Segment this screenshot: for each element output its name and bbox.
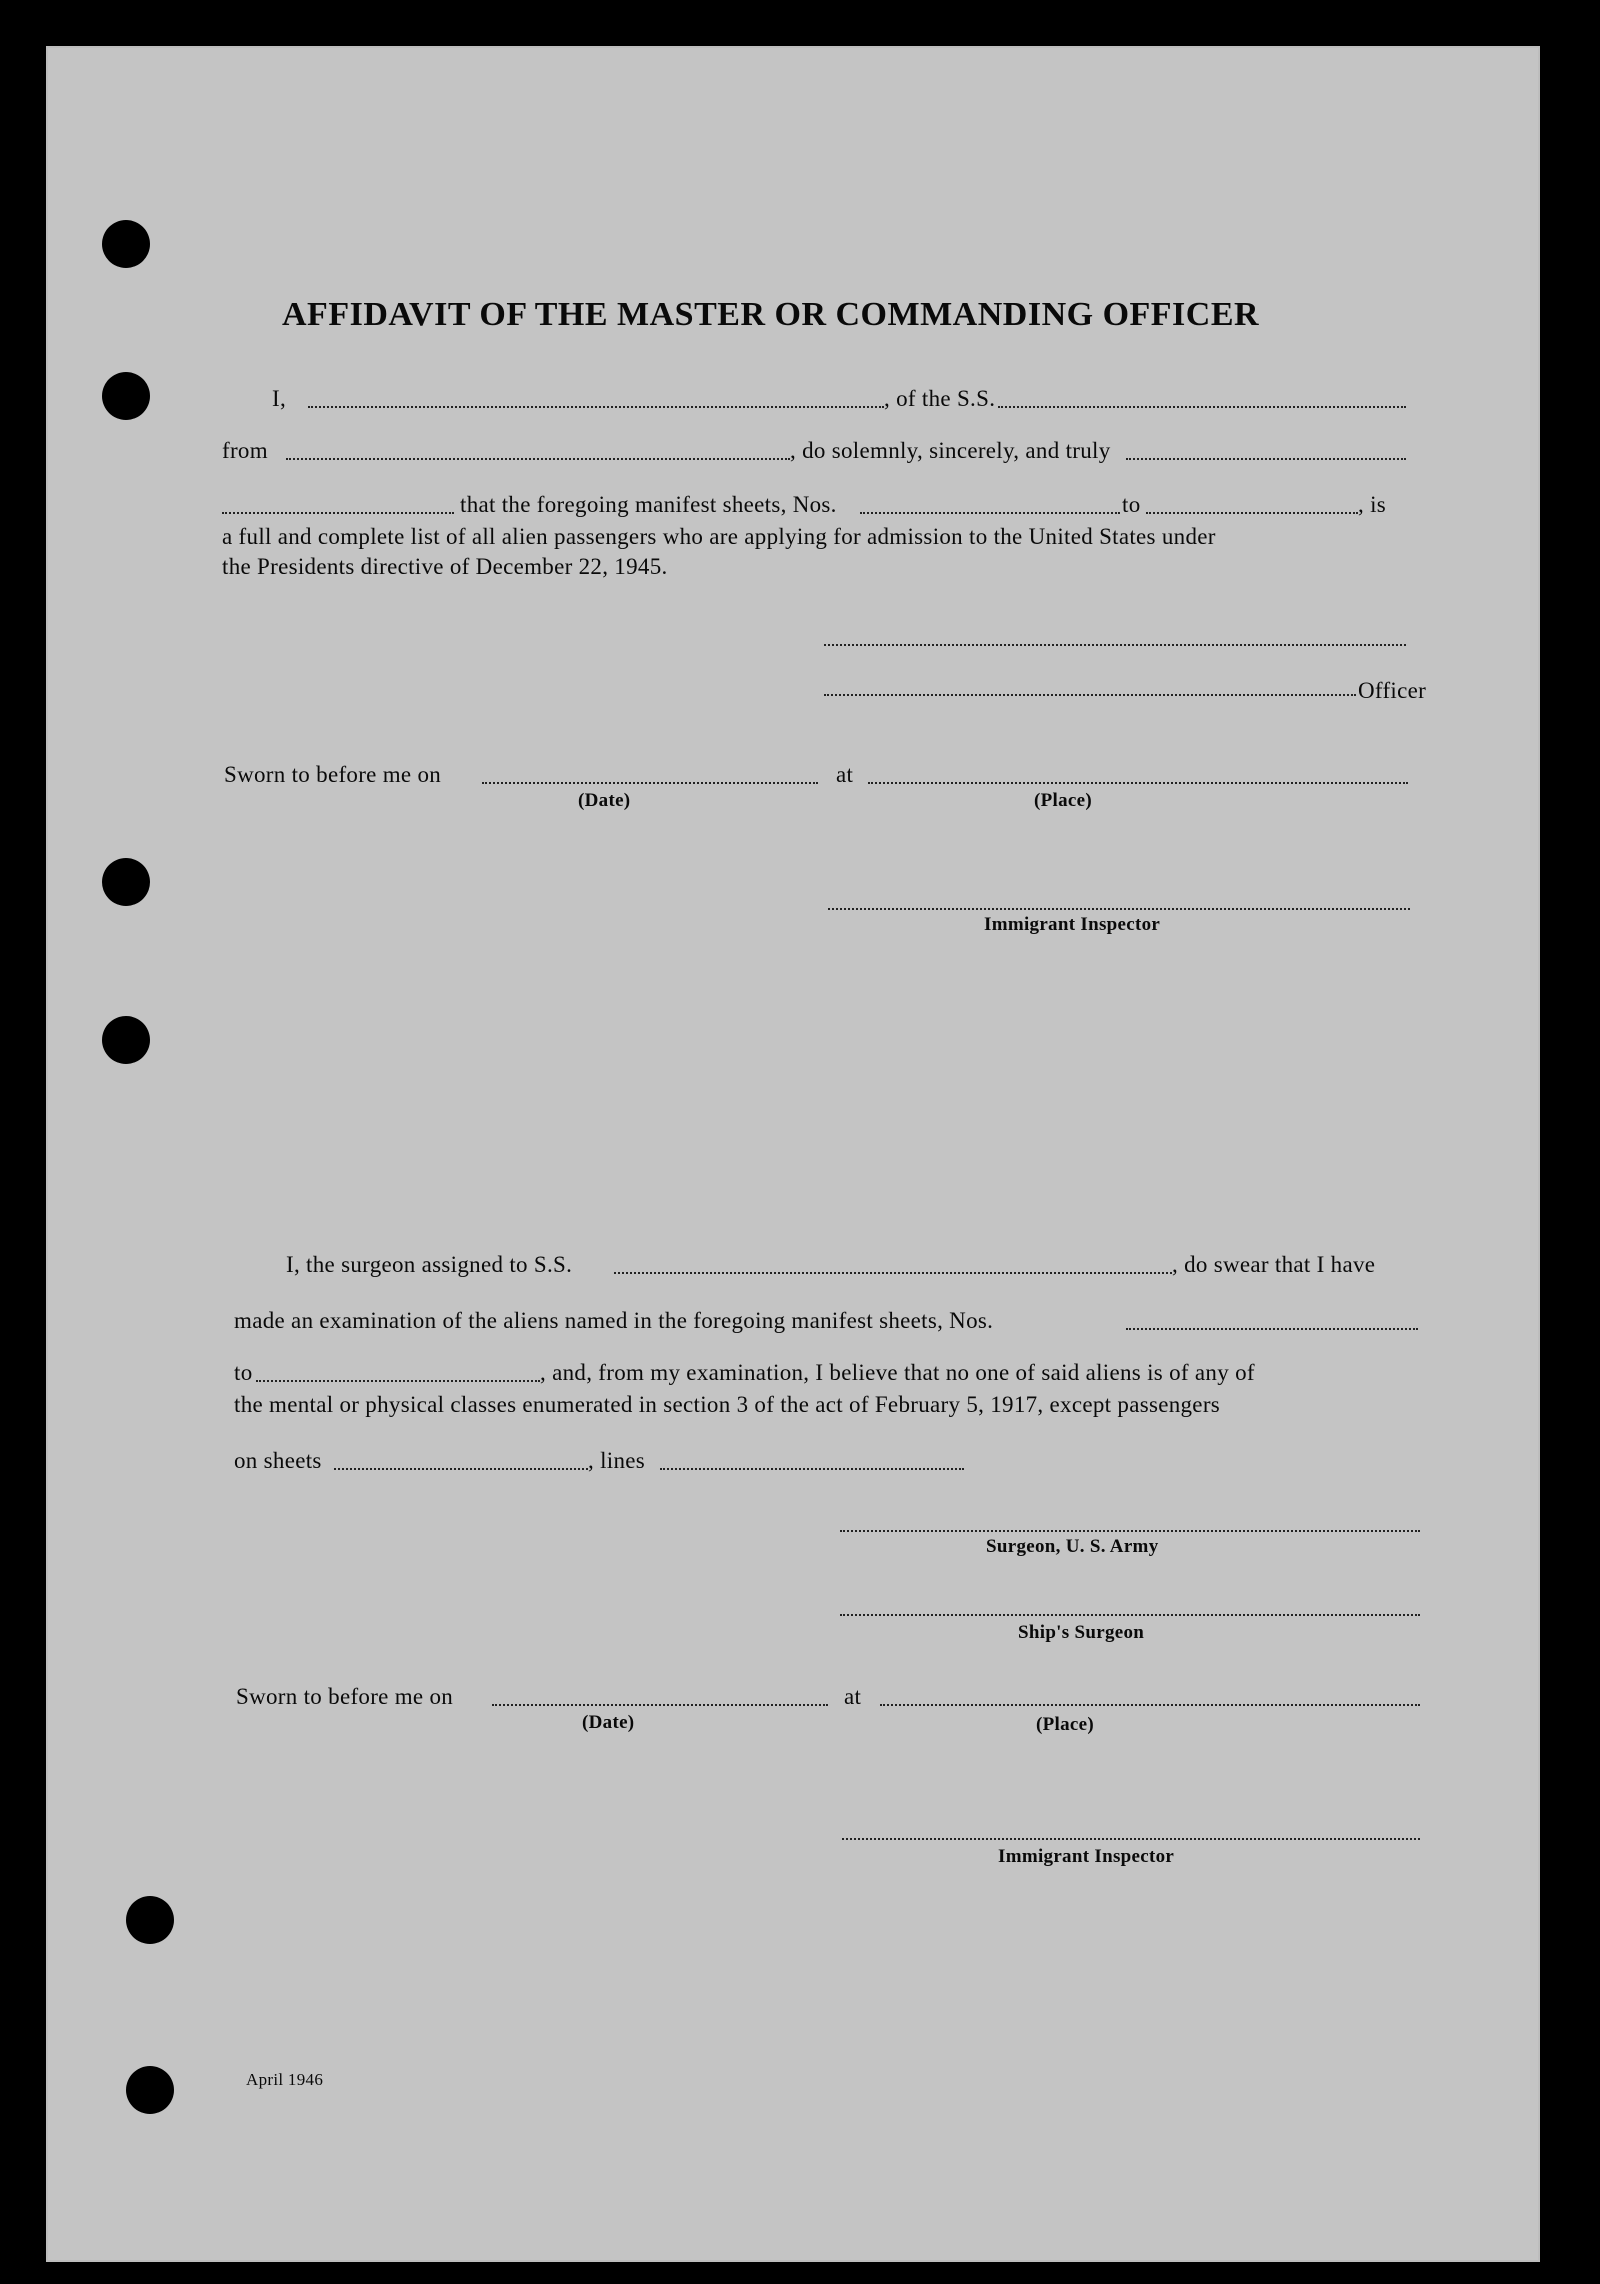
officer-signature-line[interactable] (824, 694, 1356, 696)
sworn-label-1: Sworn to before me on (224, 762, 442, 787)
punch-hole-4 (102, 1016, 150, 1064)
surgeon-line2: made an examination of the aliens named in the foregoing manifest sheets, Nos. (234, 1308, 994, 1333)
affidavit-line3-end: , is (1358, 492, 1387, 517)
inspector-label-1: Immigrant Inspector (984, 914, 1161, 935)
affidavit-line2-mid: , do solemnly, sincerely, and truly (790, 438, 1111, 463)
sworn-at-2: at (844, 1684, 862, 1709)
surgeon-ship-field[interactable] (614, 1272, 1172, 1274)
punch-hole-2 (102, 372, 150, 420)
sworn-place-field-1[interactable] (868, 782, 1408, 784)
ship-surgeon-signature-line[interactable] (840, 1614, 1420, 1616)
ship-surgeon-label: Ship's Surgeon (1018, 1622, 1145, 1643)
inspector-signature-line-1[interactable] (828, 908, 1410, 910)
punch-hole-5 (126, 1896, 174, 1944)
except-lines-field[interactable] (660, 1468, 964, 1470)
affidavit-line5: the Presidents directive of December 22, 1945. (222, 554, 668, 579)
affidavit-line4: a full and complete list of all alien passengers who are applying for admission to the United States under (222, 524, 1216, 549)
affidavit-line1-prefix: I, (272, 386, 287, 411)
form-page (46, 46, 1540, 2262)
master-signature-line[interactable] (824, 644, 1406, 646)
form-edition-date: April 1946 (246, 2070, 324, 2089)
surgeon-line5-mid: , lines (588, 1448, 646, 1473)
affidavit-line1-mid: , of the S.S. (884, 386, 996, 411)
inspector-signature-line-2[interactable] (842, 1838, 1420, 1840)
ship-name-field[interactable] (998, 406, 1406, 408)
sworn-date-field-1[interactable] (482, 782, 818, 784)
surgeon-line5-prefix: on sheets (234, 1448, 322, 1473)
oath-word-field-2[interactable] (222, 512, 454, 514)
punch-hole-3 (102, 858, 150, 906)
affidavit-line3-mid: that the foregoing manifest sheets, Nos. (460, 492, 837, 517)
punch-hole-1 (102, 220, 150, 268)
inspector-label-2: Immigrant Inspector (998, 1846, 1175, 1867)
sheets-to-field[interactable] (1146, 512, 1358, 514)
sworn-date-field-2[interactable] (492, 1704, 828, 1706)
officer-label: Officer (1358, 678, 1427, 703)
punch-hole-6 (126, 2066, 174, 2114)
surgeon-line3-rest: , and, from my examination, I believe that no one of said aliens is of any of (540, 1360, 1255, 1385)
oath-word-field[interactable] (1126, 458, 1406, 460)
date-caption-2: (Date) (582, 1712, 635, 1733)
affidavit-line2-prefix: from (222, 438, 268, 463)
master-name-field[interactable] (308, 406, 884, 408)
from-port-field[interactable] (286, 458, 790, 460)
surgeon-sheets-to-field[interactable] (256, 1380, 540, 1382)
surgeon-sheets-from-field[interactable] (1126, 1328, 1418, 1330)
sworn-at-1: at (836, 762, 854, 787)
sworn-place-field-2[interactable] (880, 1704, 1420, 1706)
surgeon-line1-end: , do swear that I have (1172, 1252, 1376, 1277)
place-caption-2: (Place) (1036, 1714, 1095, 1735)
surgeon-line3-prefix: to (234, 1360, 253, 1385)
sworn-label-2: Sworn to before me on (236, 1684, 454, 1709)
army-surgeon-signature-line[interactable] (840, 1530, 1420, 1532)
surgeon-line1-prefix: I, the surgeon assigned to S.S. (286, 1252, 573, 1277)
place-caption-1: (Place) (1034, 790, 1093, 811)
army-surgeon-label: Surgeon, U. S. Army (986, 1536, 1159, 1557)
sheets-from-field[interactable] (860, 512, 1120, 514)
surgeon-line4: the mental or physical classes enumerated in section 3 of the act of February 5, 1917, except passengers (234, 1392, 1221, 1417)
affidavit-line3-to: to (1122, 492, 1141, 517)
affidavit-title: AFFIDAVIT OF THE MASTER OR COMMANDING OFFICER (282, 296, 1260, 333)
date-caption-1: (Date) (578, 790, 631, 811)
except-sheets-field[interactable] (334, 1468, 588, 1470)
